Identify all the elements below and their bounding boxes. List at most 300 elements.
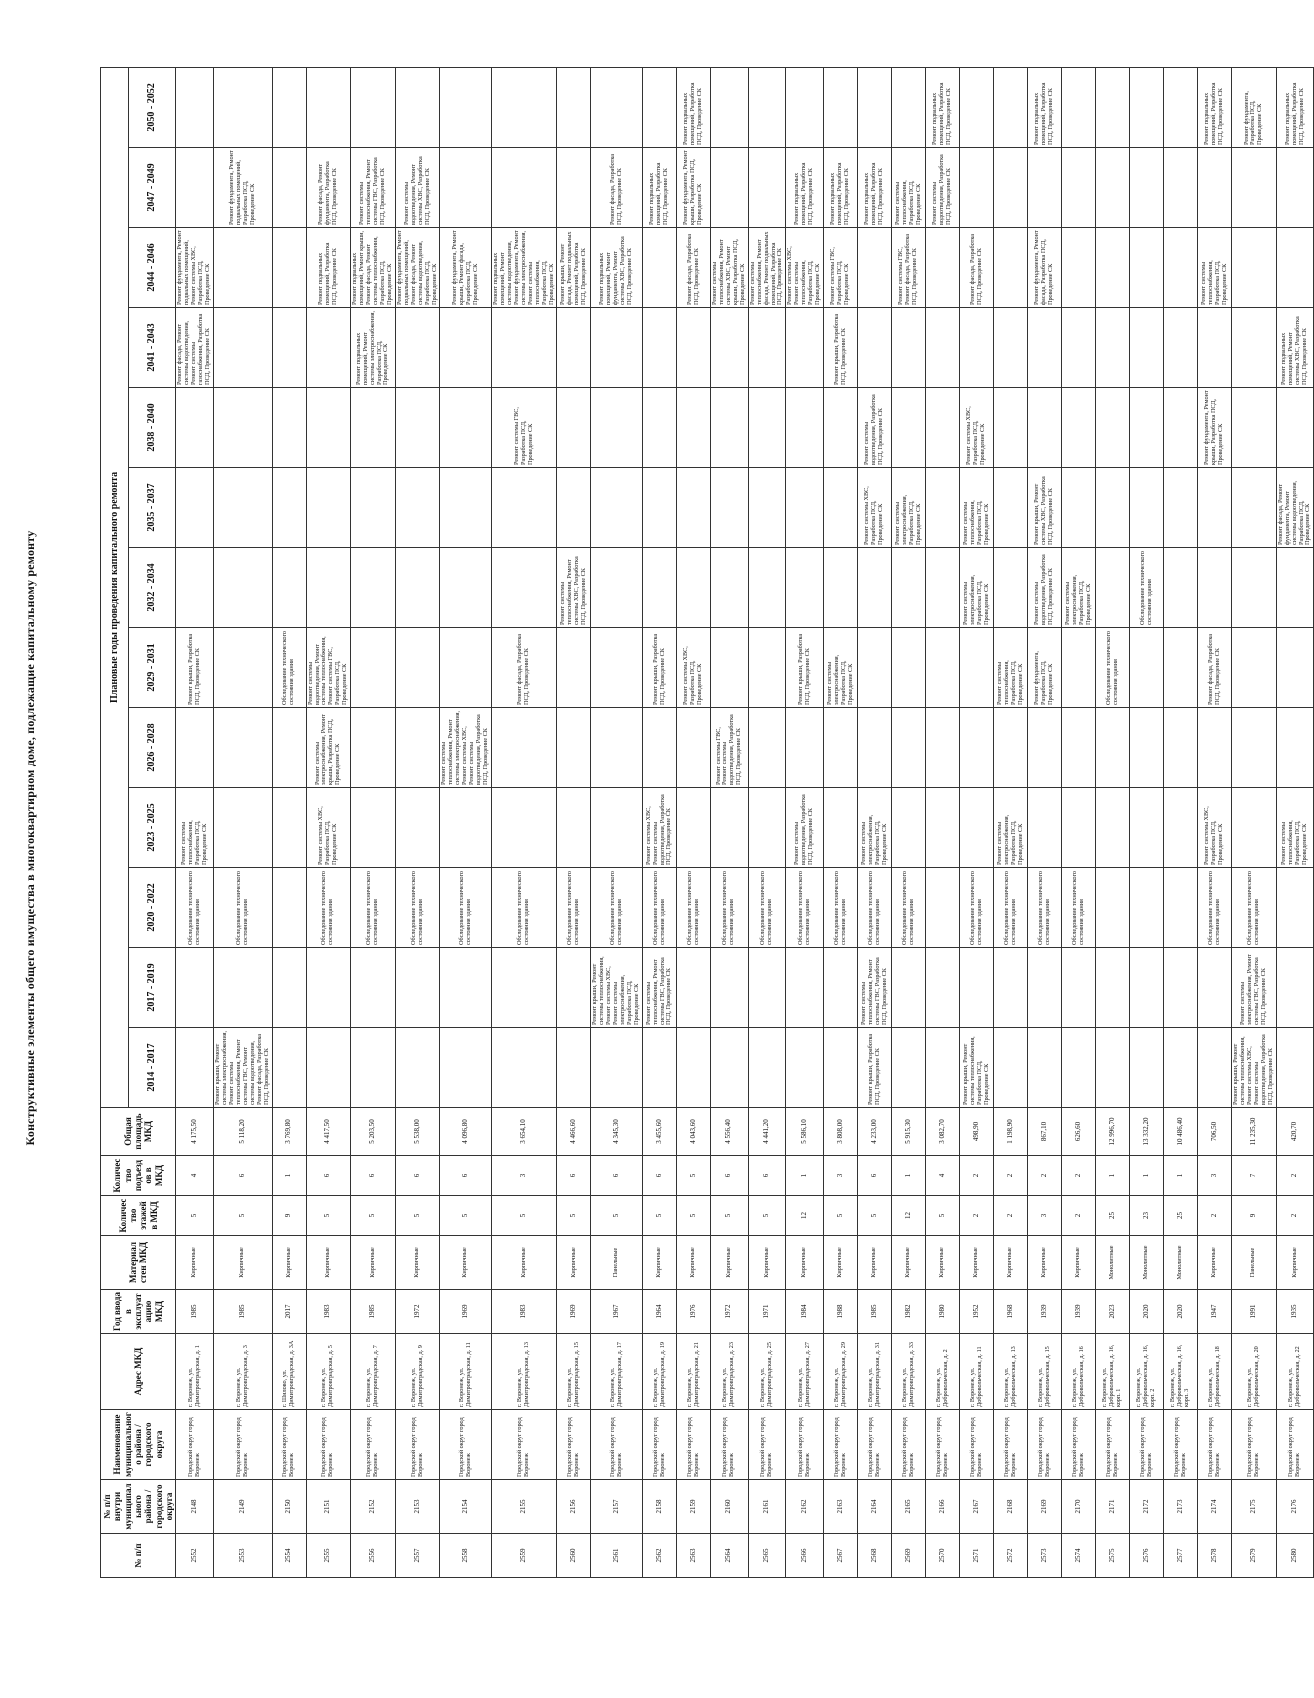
cell-planned-work [1062,67,1096,147]
cell-entrances: 3 [1198,1156,1232,1196]
cell-year-built: 1952 [960,1290,994,1334]
cell-planned-work [440,628,492,708]
cell-material: Кирпичные [926,1236,960,1290]
cell-planned-work: Ремонт фундамента, Ремонт подвальных помещений, Ремонт фасада, Ремонт системы водоотведения, Разработка ПСД, Проведение СК [395,228,440,308]
cell-address: г. Воронеж, ул. Димитровградская, д. 23 [711,1334,749,1410]
cell-year-built: 1991 [1232,1290,1277,1334]
cell-planned-work [824,1028,858,1108]
cell-entrances: 6 [711,1156,749,1196]
cell-planned-work: Ремонт системы теплоснабжения, Ремонт системы ХВС, Ремонт крыши, Разработка ПСД, Проведение СК [711,228,749,308]
cell-planned-work: Ремонт подвальных помещений, Разработка ПСД, Проведение СК [786,148,824,228]
cell-planned-work [351,548,396,628]
cell-municipality: Городской округ город Воронеж [1198,1410,1232,1480]
cell-num: 2570 [926,1534,960,1578]
cell-area: 5 118,20 [214,1108,273,1156]
cell-area: 4 556,40 [711,1108,749,1156]
cell-planned-work: Обследование технического состояния здания [1096,628,1130,708]
cell-planned-work [994,948,1028,1028]
cell-planned-work [643,388,677,468]
cell-address: г. Воронеж, ул. Димитровградская, д. 5 [306,1334,351,1410]
cell-year-built: 1976 [677,1290,711,1334]
cell-planned-work [892,1028,926,1108]
cell-planned-work [786,468,824,548]
cell-floors: 5 [351,1196,396,1236]
cell-planned-work [272,788,306,868]
cell-planned-work: Ремонт фасада, Ремонт фундамента, Разработка ПСД, Проведение СК [306,148,351,228]
col-header-num-local: № п/п внутри муниципального района / городского округа [101,1480,176,1534]
cell-planned-work: Обследование технического состояния здания [351,868,396,948]
cell-address: г. Воронеж, ул. Добровольческая, д. 22 [1276,1334,1314,1410]
cell-planned-work [1062,148,1096,228]
cell-year-built: 1985 [351,1290,396,1334]
cell-material: Кирпичные [643,1236,677,1290]
cell-floors: 5 [440,1196,492,1236]
cell-num-local: 2161 [748,1480,786,1534]
cell-planned-work: Ремонт подвальных помещений, Разработка ПСД, Проведение СК [306,228,351,308]
cell-planned-work [960,628,994,708]
cell-floors: 5 [591,1196,643,1236]
cell-planned-work: Ремонт подвальных помещений, Ремонт системы электроснабжения, Разработка ПСД, Проведение СК [351,308,396,388]
cell-planned-work [557,148,591,228]
cell-floors: 5 [395,1196,440,1236]
cell-planned-work [643,468,677,548]
cell-planned-work [643,708,677,788]
table-row [557,67,591,1577]
cell-municipality: Городской округ город Воронеж [1130,1410,1164,1480]
cell-planned-work: Ремонт системы ГВС, Ремонт фасада, Разработка ПСД, Проведение СК [892,228,926,308]
cell-planned-work [786,388,824,468]
table-row [1276,67,1314,1577]
cell-num: 2580 [1276,1534,1314,1578]
cell-floors: 5 [711,1196,749,1236]
cell-planned-work [272,1028,306,1108]
cell-planned-work [994,548,1028,628]
col-header-period: 2050 - 2052 [128,67,176,147]
cell-municipality: Городской округ город Воронеж [1028,1410,1062,1480]
cell-municipality: Городской округ город Воронеж [960,1410,994,1480]
cell-num-local: 2174 [1198,1480,1232,1534]
cell-planned-work [214,308,273,388]
cell-material: Кирпичные [1062,1236,1096,1290]
cell-floors: 2 [1276,1196,1314,1236]
cell-planned-work: Ремонт подвальных помещений, Разработка ПСД, Проведение СК [1198,67,1232,147]
cell-year-built: 1935 [1276,1290,1314,1334]
cell-planned-work: Ремонт системы электроснабжения, Ремонт крыши, Разработка ПСД, Проведение СК [306,708,351,788]
cell-planned-work [440,468,492,548]
cell-material: Кирпичные [306,1236,351,1290]
cell-planned-work [748,468,786,548]
cell-planned-work [994,708,1028,788]
cell-material: Панельные [591,1236,643,1290]
cell-planned-work: Ремонт крыши, Разработка ПСД, Проведение СК [858,1028,892,1108]
cell-planned-work [1164,1028,1198,1108]
cell-entrances: 6 [643,1156,677,1196]
cell-material: Кирпичные [492,1236,557,1290]
cell-planned-work [677,388,711,468]
cell-planned-work [591,67,643,147]
cell-num: 2554 [272,1534,306,1578]
cell-entrances: 6 [395,1156,440,1196]
cell-planned-work [440,788,492,868]
cell-material: Кирпичные [677,1236,711,1290]
cell-planned-work: Ремонт системы теплоснабжения, Ремонт системы ГВС, Разработка ПСД, Проведение СК [858,948,892,1028]
cell-planned-work: Ремонт системы ХВС, Разработка ПСД, Проведение СК [858,468,892,548]
cell-municipality: Городской округ город Воронеж [824,1410,858,1480]
cell-planned-work [748,548,786,628]
cell-planned-work [272,308,306,388]
table-row [272,67,306,1577]
cell-planned-work [1130,228,1164,308]
cell-planned-work: Ремонт крыши, Ремонт фасада, Ремонт подвальных помещений, Разработка ПСД, Проведение СК [557,228,591,308]
cell-material: Кирпичные [711,1236,749,1290]
cell-floors: 5 [858,1196,892,1236]
cell-floors: 5 [176,1196,214,1236]
cell-planned-work [440,548,492,628]
cell-planned-work [557,1028,591,1108]
cell-planned-work [1130,948,1164,1028]
cell-municipality: Городской округ город Воронеж [395,1410,440,1480]
cell-num-local: 2171 [1096,1480,1130,1534]
cell-planned-work [1198,548,1232,628]
cell-entrances: 6 [440,1156,492,1196]
cell-planned-work [1028,788,1062,868]
cell-planned-work [748,1028,786,1108]
cell-year-built: 1939 [1028,1290,1062,1334]
cell-year-built: 1983 [306,1290,351,1334]
cell-planned-work: Ремонт системы ХВС, Разработка ПСД, Проведение СК [677,628,711,708]
cell-planned-work [711,148,749,228]
cell-planned-work: Обследование технического состояния здания [395,868,440,948]
cell-planned-work [440,1028,492,1108]
col-header-area: Общая площадь МКД [101,1108,176,1156]
cell-address: г. Воронеж, ул. Димитровградская, д. 27 [786,1334,824,1410]
cell-planned-work [1130,868,1164,948]
cell-planned-work [395,708,440,788]
cell-planned-work [1130,67,1164,147]
cell-planned-work [748,628,786,708]
cell-planned-work [748,788,786,868]
cell-planned-work [351,468,396,548]
cell-planned-work [351,788,396,868]
cell-planned-work [176,468,214,548]
cell-year-built: 2017 [272,1290,306,1334]
cell-area: 4 043,60 [677,1108,711,1156]
cell-planned-work [176,708,214,788]
cell-planned-work [711,308,749,388]
cell-floors: 25 [1096,1196,1130,1236]
cell-entrances: 3 [824,1156,858,1196]
cell-area: 626,60 [1062,1108,1096,1156]
cell-planned-work: Ремонт подвальных помещений, Разработка ПСД, Проведение СК [677,67,711,147]
cell-planned-work [1276,548,1314,628]
col-header-period: 2032 - 2034 [128,548,176,628]
cell-material: Кирпичные [557,1236,591,1290]
cell-planned-work: Обследование технического состояния здания [824,868,858,948]
cell-area: 4 345,30 [591,1108,643,1156]
cell-floors: 5 [926,1196,960,1236]
cell-municipality: Городской округ город Воронеж [1232,1410,1277,1480]
cell-floors: 25 [1164,1196,1198,1236]
cell-year-built: 1964 [643,1290,677,1334]
cell-area: 3 769,80 [272,1108,306,1156]
cell-planned-work [1062,708,1096,788]
cell-material: Кирпичные [994,1236,1028,1290]
cell-num-local: 2167 [960,1480,994,1534]
cell-planned-work: Обследование технического состояния здания [492,868,557,948]
cell-area: 4 441,20 [748,1108,786,1156]
cell-planned-work: Ремонт подвальных помещений, Ремонт системы водоотведения, Ремонт фундамента, Ремонт системы электроснабжения, Ремонт системы теплоснабжения, Разработка ПСД, Проведение СК [492,228,557,308]
cell-entrances: 1 [1130,1156,1164,1196]
cell-planned-work [1232,148,1277,228]
cell-planned-work [272,548,306,628]
table-body [176,67,1314,1577]
cell-num-local: 2173 [1164,1480,1198,1534]
cell-address: г. Воронеж, ул. Добровольческая, д. 20 [1232,1334,1277,1410]
cell-municipality: Городской округ город Воронеж [748,1410,786,1480]
cell-planned-work [440,148,492,228]
cell-municipality: Городской округ город Воронеж [711,1410,749,1480]
cell-municipality: Городской округ город Воронеж [272,1410,306,1480]
cell-address: г. Воронеж, ул. Димитровградская, д. 15 [557,1334,591,1410]
cell-planned-work: Ремонт системы ХВС, Ремонт системы водоотведения, Разработка ПСД, Проведение СК [643,788,677,868]
cell-planned-work: Обследование технического состояния здания [1198,868,1232,948]
cell-num: 2558 [440,1534,492,1578]
cell-entrances: 1 [1164,1156,1198,1196]
cell-planned-work [1232,228,1277,308]
cell-planned-work [492,468,557,548]
cell-planned-work [1028,1028,1062,1108]
cell-year-built: 1967 [591,1290,643,1334]
cell-planned-work [1062,628,1096,708]
cell-num: 2567 [824,1534,858,1578]
cell-num: 2566 [786,1534,824,1578]
cell-year-built: 1985 [858,1290,892,1334]
cell-planned-work [858,308,892,388]
cell-num: 2553 [214,1534,273,1578]
cell-planned-work [643,548,677,628]
cell-area: 498,90 [960,1108,994,1156]
cell-planned-work [711,788,749,868]
cell-planned-work [1096,948,1130,1028]
cell-planned-work: Обследование технического состояния здания [960,868,994,948]
cell-planned-work [492,708,557,788]
table-row [892,67,926,1577]
cell-planned-work [748,308,786,388]
cell-floors: 2 [1198,1196,1232,1236]
cell-planned-work [591,708,643,788]
cell-material: Кирпичные [395,1236,440,1290]
cell-planned-work: Ремонт системы водоотведения, Ремонт системы теплоснабжения, Ремонт системы ГВС, Разработка ПСД, Проведение СК [306,628,351,708]
cell-year-built: 1968 [994,1290,1028,1334]
cell-planned-work [557,628,591,708]
cell-address: г. Воронеж, ул. Димитровградская, д. 29 [824,1334,858,1410]
cell-address: г. Воронеж, ул. Добровольческая, д. 16, корп. 1 [1096,1334,1130,1410]
cell-year-built: 2020 [1130,1290,1164,1334]
cell-planned-work: Обследование технического состояния здания [306,868,351,948]
cell-planned-work [591,308,643,388]
cell-planned-work [1130,708,1164,788]
cell-num: 2568 [858,1534,892,1578]
cell-planned-work [395,788,440,868]
cell-planned-work [272,948,306,1028]
cell-planned-work: Обследование технического состояния здания [748,868,786,948]
cell-municipality: Городской округ город Воронеж [1062,1410,1096,1480]
cell-material: Кирпичные [786,1236,824,1290]
cell-planned-work [994,228,1028,308]
cell-planned-work [892,708,926,788]
cell-planned-work: Ремонт системы теплоснабжения, Ремонт системы электроснабжения, Ремонт системы ХВС, Ремонт системы водоотведения, Разработка ПСД, Проведение СК [440,708,492,788]
cell-planned-work: Ремонт системы водоотведения, Ремонт системы ХВС, Разработка ПСД, Проведение СК [395,148,440,228]
cell-planned-work [748,948,786,1028]
cell-entrances: 6 [858,1156,892,1196]
cell-entrances: 1 [272,1156,306,1196]
cell-planned-work [1232,548,1277,628]
cell-num-local: 2169 [1028,1480,1062,1534]
cell-planned-work [926,708,960,788]
cell-planned-work [786,948,824,1028]
cell-planned-work: Ремонт системы водоотведения, Разработка ПСД, Проведение СК [1028,548,1062,628]
col-header-planned-years: Плановые годы проведения капитального ремонта [101,67,129,1107]
cell-num-local: 2156 [557,1480,591,1534]
cell-planned-work [1028,388,1062,468]
cell-planned-work: Обследование технического состояния здания [711,868,749,948]
col-header-material: Материал стен МКД [101,1236,176,1290]
cell-planned-work [176,1028,214,1108]
cell-planned-work: Обследование технического состояния здания [677,868,711,948]
cell-planned-work [1164,788,1198,868]
cell-year-built: 1988 [824,1290,858,1334]
cell-address: г. Воронеж, ул. Димитровградская, д. 9 [395,1334,440,1410]
cell-material: Панельные [1232,1236,1277,1290]
cell-planned-work: Ремонт системы ХВС, Разработка ПСД, Проведение СК [960,388,994,468]
cell-planned-work [395,67,440,147]
cell-municipality: Городской округ город Воронеж [858,1410,892,1480]
cell-num: 2572 [994,1534,1028,1578]
cell-municipality: Городской округ город Воронеж [440,1410,492,1480]
cell-municipality: Городской округ город Воронеж [1164,1410,1198,1480]
cell-planned-work [557,788,591,868]
cell-planned-work [557,308,591,388]
cell-planned-work [272,468,306,548]
cell-material: Кирпичные [351,1236,396,1290]
cell-floors: 9 [1232,1196,1277,1236]
cell-planned-work: Ремонт системы теплоснабжения, Ремонт системы ГВС, Разработка ПСД, Проведение СК [351,148,396,228]
cell-planned-work [557,388,591,468]
cell-planned-work [926,388,960,468]
cell-municipality: Городской округ город Воронеж [892,1410,926,1480]
cell-num-local: 2170 [1062,1480,1096,1534]
cell-planned-work [492,1028,557,1108]
cell-planned-work [711,1028,749,1108]
table-row [1096,67,1130,1577]
cell-municipality: Городской округ город Воронеж [643,1410,677,1480]
cell-num: 2574 [1062,1534,1096,1578]
cell-planned-work: Ремонт подвальных помещений, Ремонт фундамента, Ремонт системы ХВС, Разработка ПСД, Проведение СК [591,228,643,308]
cell-material: Кирпичные [1198,1236,1232,1290]
table-row [214,67,273,1577]
cell-material: Кирпичные [892,1236,926,1290]
cell-planned-work [1198,1028,1232,1108]
cell-planned-work [214,788,273,868]
col-header-period: 2041 - 2043 [128,308,176,388]
cell-planned-work [176,67,214,147]
table-row [824,67,858,1577]
cell-planned-work [1276,948,1314,1028]
cell-planned-work [272,708,306,788]
cell-year-built: 1947 [1198,1290,1232,1334]
cell-municipality: Городской округ город Воронеж [994,1410,1028,1480]
cell-planned-work [440,388,492,468]
cell-planned-work [1096,788,1130,868]
cell-planned-work: Ремонт крыши, Ремонт системы теплоснабжения, Ремонт системы ХВС, Ремонт системы электроснабжения, Разработка ПСД, Проведение СК [591,948,643,1028]
cell-planned-work [892,628,926,708]
cell-planned-work: Ремонт крыши, Разработка ПСД, Проведение СК [824,308,858,388]
cell-material: Кирпичные [272,1236,306,1290]
table-row [351,67,396,1577]
cell-planned-work: Ремонт системы ХВС, Разработка ПСД, Проведение СК [306,788,351,868]
cell-planned-work [824,468,858,548]
cell-planned-work: Ремонт системы электроснабжения, Разработка ПСД, Проведение СК [824,628,858,708]
cell-planned-work [677,788,711,868]
cell-material: Монолитные [1096,1236,1130,1290]
table-row [306,67,351,1577]
col-header-municipality: Наименование муниципального района / городского округа [101,1410,176,1480]
cell-planned-work [1164,868,1198,948]
cell-planned-work: Ремонт системы теплоснабжения, Ремонт системы ХВС, Разработка ПСД, Проведение СК [557,548,591,628]
cell-planned-work [176,388,214,468]
cell-area: 13 332,20 [1130,1108,1164,1156]
cell-material: Кирпичные [176,1236,214,1290]
cell-planned-work [1232,468,1277,548]
cell-area: 4 233,00 [858,1108,892,1156]
cell-num: 2576 [1130,1534,1164,1578]
cell-year-built: 1972 [711,1290,749,1334]
cell-planned-work: Обследование технического состояния здания [176,868,214,948]
cell-area: 3 082,70 [926,1108,960,1156]
cell-num: 2569 [892,1534,926,1578]
col-header-period: 2047 - 2049 [128,148,176,228]
cell-planned-work: Ремонт крыши, Ремонт системы ХВС, Разработка ПСД, Проведение СК [1028,468,1062,548]
cell-planned-work [824,548,858,628]
cell-planned-work: Ремонт системы теплоснабжения, Разработка ПСД, Проведение СК [1198,228,1232,308]
cell-municipality: Городской округ город Воронеж [591,1410,643,1480]
cell-entrances: 4 [176,1156,214,1196]
cell-planned-work [440,308,492,388]
cell-planned-work: Обследование технического состояния здания [557,868,591,948]
cell-area: 5 203,50 [351,1108,396,1156]
table-row [926,67,960,1577]
col-header-address: Адрес МКД [101,1334,176,1410]
cell-planned-work [1130,788,1164,868]
cell-planned-work: Ремонт системы водоотведения, Разработка ПСД, Проведение СК [926,148,960,228]
cell-num-local: 2160 [711,1480,749,1534]
cell-num: 2577 [1164,1534,1198,1578]
cell-planned-work: Ремонт фасада, Разработка ПСД, Проведение СК [591,148,643,228]
cell-year-built: 1985 [214,1290,273,1334]
cell-planned-work [786,1028,824,1108]
cell-planned-work [1028,308,1062,388]
cell-planned-work: Ремонт системы электроснабжения, Разработка ПСД, Проведение СК [892,468,926,548]
cell-material: Кирпичные [960,1236,994,1290]
cell-num-local: 2163 [824,1480,858,1534]
cell-planned-work [926,548,960,628]
cell-municipality: Городской округ город Воронеж [557,1410,591,1480]
cell-planned-work [1028,708,1062,788]
cell-planned-work [1232,628,1277,708]
cell-planned-work [1096,708,1130,788]
cell-planned-work [492,308,557,388]
cell-area: 420,70 [1276,1108,1314,1156]
